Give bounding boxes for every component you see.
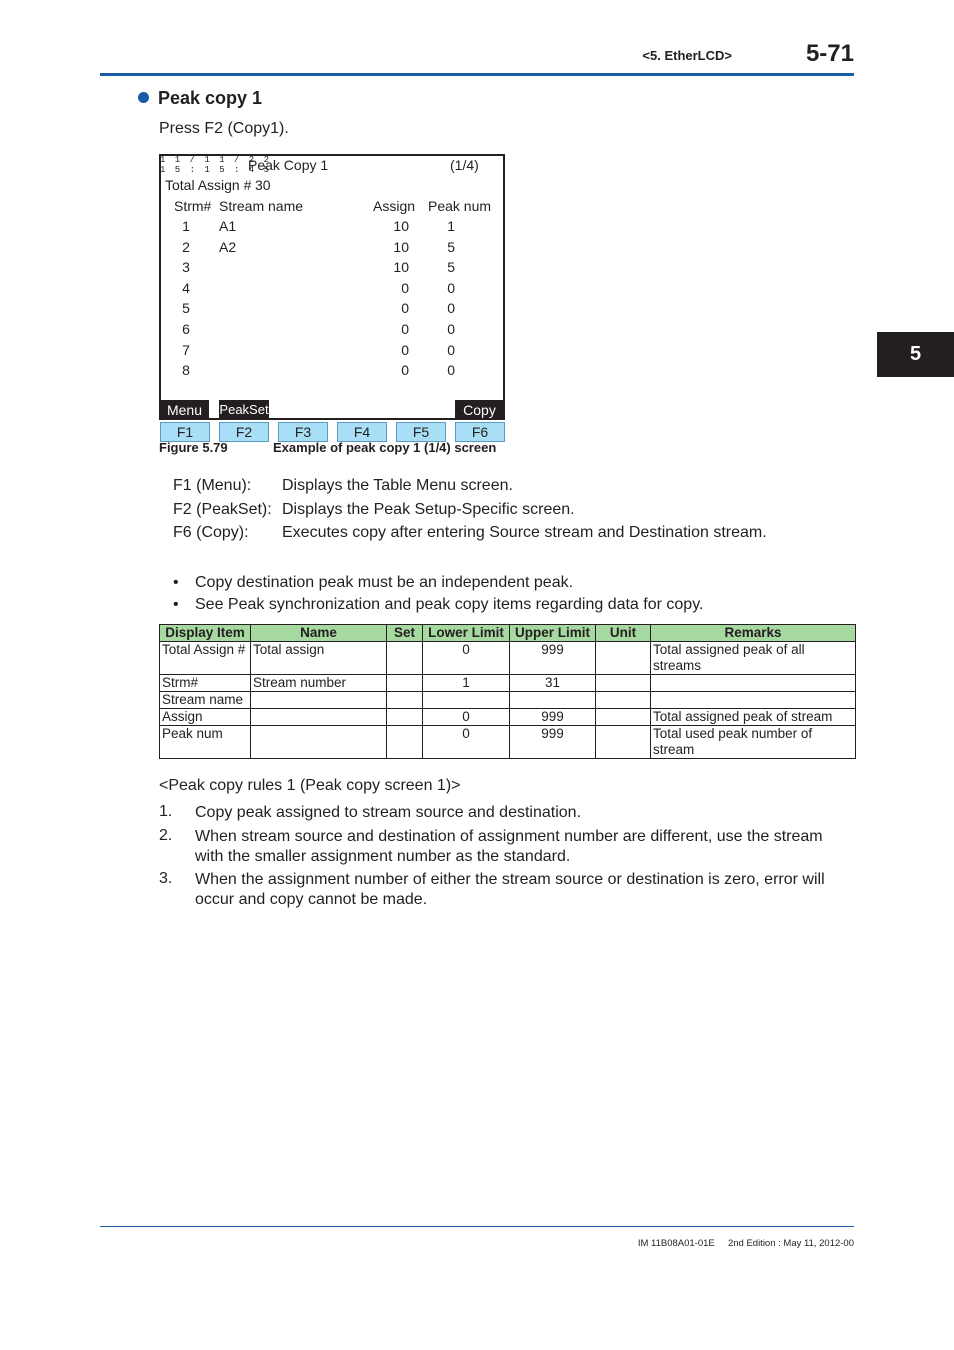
table-cell-unit [596, 642, 651, 675]
fkey-desc-key: F1 (Menu): [173, 477, 252, 494]
lcd-row-name [219, 298, 339, 319]
lcd-row-name: A2 [219, 238, 237, 255]
fkey-f5[interactable]: F5 [396, 422, 446, 442]
table-cell-name: Stream number [251, 675, 387, 692]
table-header: Unit [596, 625, 651, 642]
table-row [160, 675, 856, 692]
bullet-dot-icon: • [173, 574, 179, 591]
fkey-desc-text: Displays the Table Menu screen. [282, 477, 513, 494]
footer [560, 1238, 854, 1249]
lcd-row-strm[interactable]: 3 [182, 259, 190, 276]
lcd-assign-column [370, 216, 409, 381]
table-cell-item: Stream name [160, 692, 251, 709]
table-cell-unit [596, 692, 651, 709]
section-title: Peak copy 1 [158, 88, 263, 108]
figure-caption: Example of peak copy 1 (1/4) screen [273, 440, 497, 455]
table-cell-lower [423, 692, 510, 709]
softkey-peakset[interactable]: PeakSet [219, 400, 269, 420]
lcd-time: 1 5 : 1 5 : 4 5 [160, 165, 272, 175]
table-cell-unit [596, 709, 651, 726]
table-row [160, 709, 856, 726]
table-cell-upper [510, 692, 596, 709]
table-cell-lower: 0 [423, 709, 510, 726]
table-header: Remarks [651, 625, 856, 642]
fkey-f3[interactable]: F3 [278, 422, 328, 442]
lcd-name-column [219, 216, 339, 381]
lcd-row-assign: 0 [401, 320, 409, 337]
table-cell-remarks [651, 675, 856, 692]
table-header: Upper Limit [510, 625, 596, 642]
table-cell-name [251, 709, 387, 726]
table-cell-item: Total Assign # [160, 642, 251, 675]
lcd-row-peak: 0 [447, 320, 455, 337]
lcd-row-peak: 5 [447, 238, 455, 255]
fkey-desc-text: Displays the Peak Setup-Specific screen. [282, 501, 575, 518]
table-row [160, 692, 856, 709]
table-cell-set [387, 675, 423, 692]
table-row [160, 642, 856, 675]
section-bullet-icon [138, 92, 149, 103]
table-cell-item: Peak num [160, 726, 251, 759]
table-cell-item: Assign [160, 709, 251, 726]
table-cell-lower: 0 [423, 642, 510, 675]
rule-number: 3. [159, 870, 173, 887]
fkey-f2[interactable]: F2 [219, 422, 269, 442]
rule-number: 1. [159, 803, 173, 820]
lcd-row-name: A1 [219, 218, 237, 234]
table-header: Name [251, 625, 387, 642]
table-cell-remarks: Total assigned peak of stream [651, 709, 856, 726]
rules-heading: <Peak copy rules 1 (Peak copy screen 1)> [159, 777, 461, 794]
table-cell-set [387, 692, 423, 709]
lcd-col-name: Stream name [219, 198, 304, 214]
lcd-row-peak: 0 [447, 362, 455, 379]
table-cell-upper: 999 [510, 642, 596, 675]
lcd-row-strm[interactable]: 2 [182, 238, 190, 255]
lcd-row-name [219, 319, 339, 340]
lcd-page-indicator: (1/4) [450, 157, 479, 173]
lcd-row-name [219, 278, 339, 299]
lcd-row-strm[interactable]: 4 [182, 279, 190, 296]
lcd-row-assign: 10 [393, 238, 409, 255]
lcd-col-strm: Strm# [174, 198, 212, 214]
fkey-f4[interactable]: F4 [337, 422, 387, 442]
rule-text: When stream source and destination of assignment number are different, use the stream with the smaller assignment number as the standard. [195, 828, 823, 865]
table-cell-remarks [651, 692, 856, 709]
table-cell-set [387, 709, 423, 726]
lcd-row-assign: 10 [393, 259, 409, 276]
lcd-row-assign: 0 [401, 279, 409, 296]
header-rule [100, 73, 854, 76]
table-cell-lower: 0 [423, 726, 510, 759]
rule-number: 2. [159, 827, 173, 844]
lcd-row-assign: 0 [401, 300, 409, 317]
lcd-row-assign: 0 [401, 341, 409, 358]
lcd-strm-column [176, 216, 196, 381]
instruction-text: Press F2 (Copy1). [159, 120, 289, 137]
table-cell-lower: 1 [423, 675, 510, 692]
fkey-f1[interactable]: F1 [160, 422, 210, 442]
table-cell-remarks: Total assigned peak of all streams [651, 642, 856, 675]
lcd-title: Peak Copy 1 [248, 157, 329, 173]
lcd-peak-column [435, 216, 455, 381]
lcd-row-name [219, 360, 339, 381]
lcd-row-assign: 10 [393, 218, 409, 234]
bullet-dot-icon: • [173, 596, 179, 613]
table-cell-set [387, 642, 423, 675]
rule-text: When the assignment number of either the stream source or destination is zero, error will occur and copy cannot be made. [195, 871, 825, 908]
chapter-side-tab: 5 [877, 332, 954, 377]
page-number: 5-71 [805, 40, 854, 67]
lcd-col-peak: Peak num [428, 198, 492, 214]
table-header: Display Item [160, 625, 251, 642]
lcd-row-name [219, 257, 339, 278]
table-cell-upper: 999 [510, 709, 596, 726]
lcd-row-strm[interactable]: 7 [182, 341, 190, 358]
fkey-f6[interactable]: F6 [455, 422, 505, 442]
lcd-row-strm[interactable]: 6 [182, 320, 190, 337]
bullet-text: See Peak synchronization and peak copy items regarding data for copy. [195, 596, 704, 613]
lcd-row-name [219, 340, 339, 361]
lcd-row-strm[interactable]: 1 [182, 218, 190, 234]
table-cell-unit [596, 726, 651, 759]
lcd-total-assign-label: Total Assign # [165, 177, 252, 193]
table-cell-set [387, 726, 423, 759]
table-header: Set [387, 625, 423, 642]
footer-doc-id: IM 11B08A01-01E [637, 1238, 715, 1249]
table-header-row [160, 625, 856, 642]
spec-table [159, 624, 856, 759]
table-cell-item: Strm# [160, 675, 251, 692]
lcd-row-strm[interactable]: 8 [182, 362, 190, 379]
softkey-copy[interactable]: Copy [455, 400, 504, 420]
lcd-row-peak: 1 [447, 218, 455, 234]
footer-rule [100, 1226, 854, 1227]
lcd-col-assign: Assign [373, 198, 416, 214]
table-cell-unit [596, 675, 651, 692]
table-cell-name: Total assign [251, 642, 387, 675]
table-cell-remarks: Total used peak number of stream [651, 726, 856, 759]
table-cell-upper: 999 [510, 726, 596, 759]
table-cell-upper: 31 [510, 675, 596, 692]
lcd-row-peak: 5 [447, 259, 455, 276]
lcd-row-strm[interactable]: 5 [182, 300, 190, 317]
table-row [160, 726, 856, 759]
lcd-total-assign-value: 30 [255, 177, 271, 193]
fkey-desc-text: Executes copy after entering Source stream and Destination stream. [282, 524, 767, 541]
bullet-text: Copy destination peak must be an independent peak. [195, 574, 574, 591]
chapter-header: <5. EtherLCD> [642, 48, 732, 63]
lcd-date: 1 1 / 1 1 / 2 2 [160, 155, 272, 165]
fkey-desc-key: F2 (PeakSet): [173, 501, 272, 518]
table-header: Lower Limit [423, 625, 510, 642]
lcd-row-peak: 0 [447, 279, 455, 296]
table-cell-name [251, 692, 387, 709]
rule-text: Copy peak assigned to stream source and destination. [195, 804, 582, 821]
lcd-row-peak: 0 [447, 300, 455, 317]
fkey-desc-key: F6 (Copy): [173, 524, 249, 541]
figure-number: Figure 5.79 [159, 440, 228, 455]
lcd-row-peak: 0 [447, 341, 455, 358]
lcd-row-assign: 0 [401, 362, 409, 379]
softkey-menu[interactable]: Menu [160, 400, 209, 420]
footer-edition: 2nd Edition : May 11, 2012-00 [727, 1238, 854, 1249]
table-cell-name [251, 726, 387, 759]
